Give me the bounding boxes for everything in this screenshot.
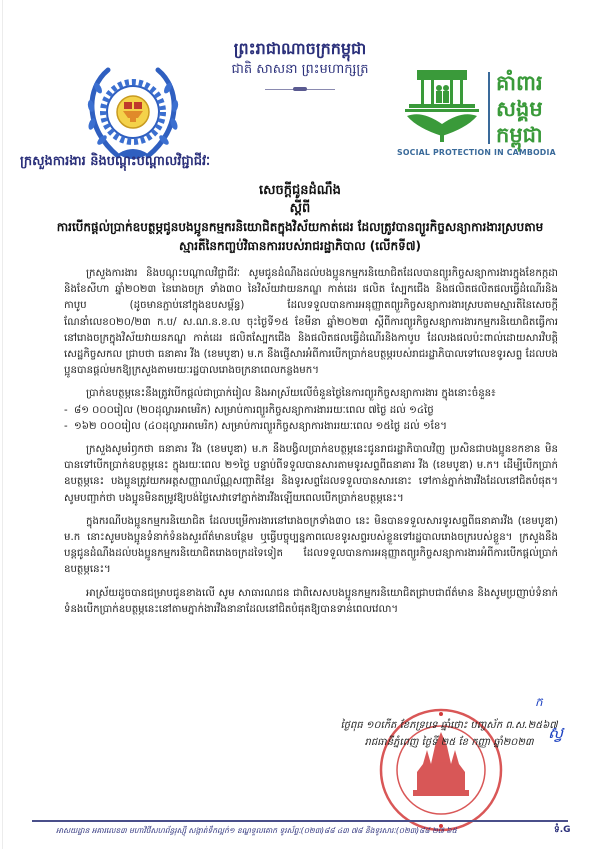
- initial-mark: ក: [535, 695, 543, 709]
- sp-logo-word-1: គាំពារ: [496, 71, 543, 95]
- notice-title: សេចក្តីជូនដំណឹង: [259, 183, 341, 198]
- handwritten-signature: ស្វ: [548, 723, 564, 742]
- social-protection-logo-icon: [397, 66, 567, 161]
- notice-subject-label: ស្តីពី: [289, 201, 311, 216]
- paragraph-5: អាស្រ័យដូចបានជម្រាបជូនខាងលើ សូម សាធារណជន ជាពិសេសបងប្អូនកម្មករនិយោជិតជ្រាបជាព័ត៌មាន និងសូមប្រញាប់ទំនាក់ទំនងបើកប្រាក់ឧបត្ថម្ភនេះនៅតាមភ្នាក់ងារវីងនានាដែលនៅជិតបំផុតឱ្យបានទាន់ពេលវេលា។: [64, 587, 558, 615]
- ministry-name: ក្រសួងការងារ និងបណ្តុះបណ្តាលវិជ្ជាជីវៈ: [20, 154, 211, 169]
- kingdom-motto: ជាតិ សាសនា ព្រះមហាក្សត្រ: [231, 62, 369, 77]
- footer-code: ទំ.G: [554, 825, 571, 835]
- list-item: - ៨១ ០០០រៀល (២០ដុល្លារអាមេរិក) សម្រាប់ការព្យួរកិច្ចសន្យាការងាររយៈពេល ៧ថ្ងៃ ដល់ ១៤ថ្ងៃ: [64, 404, 434, 416]
- paragraph-4: ក្នុងករណីបងប្អូនកម្មករនិយោជិត ដែលបម្រើការងារនៅរោងចក្រទាំង៣០ នេះ មិនបានទទួលសារទូរសព្ទពីធនាគារវីង (ខេមបូឌា) ម.ក នោះសូមបងប្អូនទំនាក់ទំនងសួរព័ត៌មានបន្ថែម ឬធ្វើបច្ចុប្បន្នភាពលេខទូរសព្ទរបស់ខ្លួនទៅរដ្ឋបាលរោងចក្ររបស់ខ្លួន។ ក្រសួងនឹងបន្តជូនដំណឹងដល់បងប្អូនកម្មករនិយោជិតរោងចក្រដទៃទៀត ដែលទទួលបានការអនុញ្ញាតព្យួរកិច្ចសន្យាការងារអំពីការបើកផ្តល់ប្រាក់ឧបត្ថម្ភនេះ។: [64, 515, 558, 576]
- paragraph-1: ក្រសួងការងារ និងបណ្តុះបណ្តាលវិជ្ជាជីវៈ សូមជូនដំណឹងដល់បងប្អូនកម្មករនិយោជិតដែលបានព្យួរកិច្ចសន្យាការងារក្នុងខែកក្កដា និងខែសីហា ឆ្នាំ២០២៣ នៃរោងចក្រ ទាំង៣០ នៃវិស័យវាយនភណ្ឌ កាត់ដេរ ផលិត ស្បែកជើង និងផលិតផលិតផលធ្វើដំណើរនិងកាបូប (ដូចមានភ្ជាប់នៅក្នុងឧបសម្ព័ន្ធ) ដែលទទួលបានការអនុញ្ញាតព្យួរកិច្ចសន្យាការងារស្របតាមស្មារតីនៃសេចក្តីណែនាំលេខ០២០/២៣ ក.ប/ ស.ណ.ន.ខ.ល ចុះថ្ងៃទី១៥ ខែមីនា ឆ្នាំ២០២៣ ស្តីពីការព្យួរកិច្ចសន្យាការងារកម្មករនិយោជិតធ្វើការនៅរោងចក្រក្នុងវិស័យវាយនភណ្ឌ កាត់ដេរ ផលិតស្បែកជើង និងផលិតផលធ្វើដំណើរនិងកាបូប ដែលរងផលប៉ះពាល់ដោយសារវិបត្តិសេដ្ឋកិច្ចសកល ជ្រាបថា ធនាគារ វីង (ខេមបូឌា) ម.ក នឹងផ្ញើសារអំពីការបើកប្រាក់ឧបត្ថម្ភរបស់រាជរដ្ឋាភិបាលទៅលេខទូរសព្ទ ដែលបងប្អូនបានផ្តល់មកឱ្យក្រសួងតាមរយៈរដ្ឋបាលរោងចក្រនាពេលកន្លងមក។: [64, 268, 558, 377]
- footer-address: អាសយដ្ឋាន អគារលេខ៣ មហាវិថីសហព័ន្ធរុស្ស៊ី សង្កាត់ទឹកល្អក់១ ខណ្ឌទួលគោក ទូរស័ព្ទៈ(០២៣)៨៨ ៤៣ ៧៨ និងទូរសារៈ(០២៣)៨៨ ២៧ ៦៥: [56, 826, 457, 835]
- kingdom-heading: [190, 38, 410, 92]
- paragraph-3: ក្រសួងសូមរំឭកថា ធនាគារ វីង (ខេមបូឌា) ម.ក នឹងបង្វិលប្រាក់ឧបត្ថម្ភនេះជូនរាជរដ្ឋាភិបាលវិញ ប្រសិនជាបងប្អូនខកខាន មិនបានទៅបើកប្រាក់ឧបត្ថម្ភនេះ ក្នុងរយៈពេល ២១ថ្ងៃ បន្ទាប់ពីទទួលបានសារតាមទូរសព្ទពីធនាគារ វីង (ខេមបូឌា) ម.ក។ ដើម្បីបើកប្រាក់ឧបត្ថម្ភនេះ បងប្អូនត្រូវយកអត្តសញ្ញាណប័ណ្ណសញ្ជាតិខ្មែរ និងទូរសព្ទដែលទទួលបានសារនោះ ទៅកាន់ភ្នាក់ងារវីងដែលនៅជិតបំផុត។ សូមបញ្ជាក់ថា បងប្អូនមិនតម្រូវឱ្យបង់ថ្លៃសេវាទៅភ្នាក់ងារវីងឡើយពេលបើកប្រាក់ឧបត្ថម្ភនេះ។: [64, 444, 558, 504]
- place-date: រាជធានីភ្នំពេញ ថ្ងៃទី ២៥ ខែ កញ្ញា ឆ្នាំ២០២៣: [364, 737, 534, 748]
- lunar-date: ថ្ងៃពុធ ១០កើត ខែភទ្របទ ឆ្នាំថោះ បញ្ចស័ក ព.ស.២៥៦៧: [340, 720, 558, 731]
- paragraph-2: ប្រាក់ឧបត្ថម្ភនេះនឹងត្រូវបើកផ្តល់ជាប្រាក់រៀល និងអាស្រ័យលើចំនួនថ្ងៃនៃការព្យួរកិច្ចសន្យាការងារ ក្នុងនោះចំនួន៖: [86, 388, 496, 400]
- kingdom-title: ព្រះរាជាណាចក្រកម្ពុជា: [233, 39, 367, 58]
- ministry-emblem-icon: [78, 58, 188, 168]
- sp-logo-caption: SOCIAL PROTECTION IN CAMBODIA: [397, 148, 556, 157]
- sp-logo-word-3: កម្ពុជា: [496, 123, 543, 147]
- notice-subject: ការបើកផ្តល់ប្រាក់ឧបត្ថម្ភជូនបងប្អូនកម្មករនិយោជិតក្នុងវិស័យកាត់ដេរ ដែលត្រូវបានព្យួរកិច្ចសន្យាការងារស្របតាមស្មារតីនៃកញ្ចប់វិធានការរបស់រាជរដ្ឋាភិបាល (លើកទី៧): [56, 220, 544, 253]
- list-item: - ១៦២ ០០០រៀល (៤០ដុល្លារអាមេរិក) សម្រាប់ការព្យួរកិច្ចសន្យាការងាររយៈពេល ១៥ថ្ងៃ ដល់ ១ខែ។: [64, 420, 448, 432]
- ornament-divider: [265, 86, 335, 92]
- notice-body: [64, 266, 558, 625]
- footer-divider: [32, 820, 568, 822]
- page-edge: [2, 0, 3, 849]
- signature-block: [324, 717, 574, 751]
- allowance-list: [64, 403, 558, 435]
- sp-logo-word-2: សង្គម: [496, 97, 543, 121]
